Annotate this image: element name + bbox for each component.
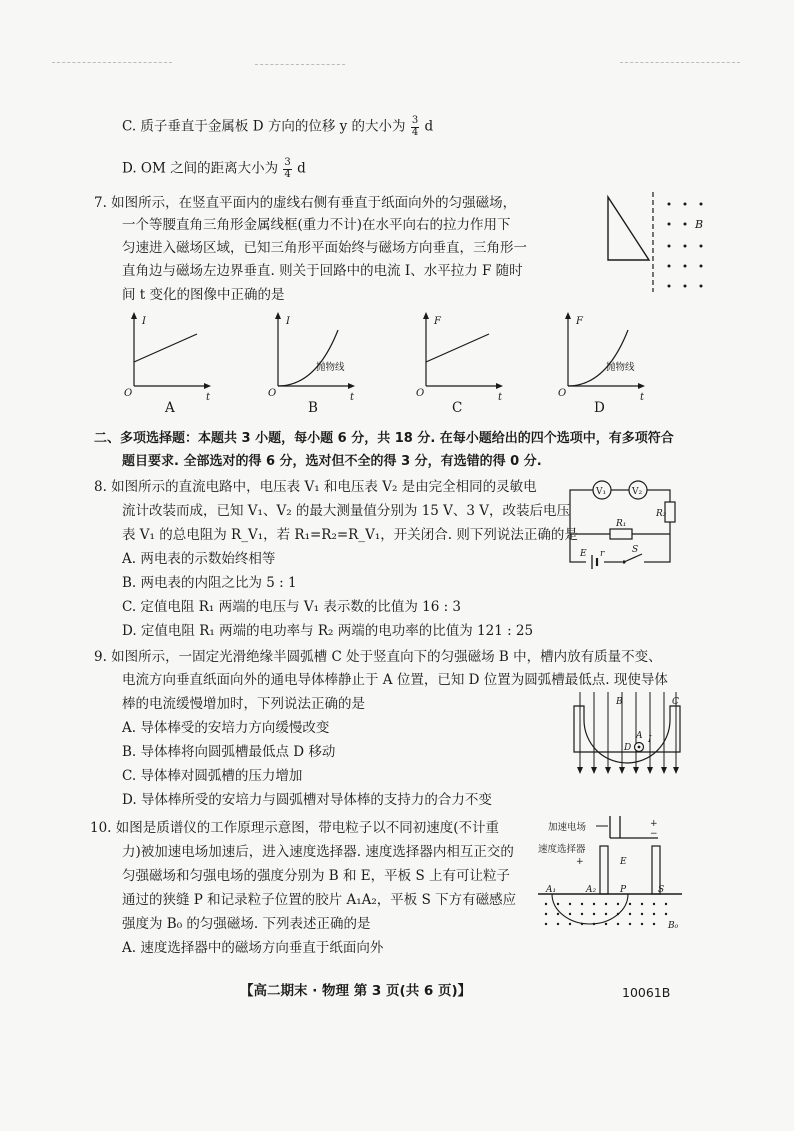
- x-axis-label: t: [350, 392, 355, 403]
- current-i-label: I: [648, 735, 652, 745]
- resistor-r2-label: R₂: [656, 509, 667, 519]
- plus-sign: +: [576, 857, 584, 867]
- resistor-r1: [610, 529, 632, 539]
- graph-curve: [568, 330, 628, 386]
- current-out-dot: [638, 746, 641, 749]
- voltmeter-v2-label: V₂: [632, 487, 643, 497]
- y-axis-arrow: [565, 312, 571, 319]
- graph-curve: [426, 334, 489, 362]
- graph-curve: [134, 334, 197, 362]
- groove-c-label: C: [672, 697, 679, 707]
- q10-line: 强度为 B₀ 的匀强磁场. 下列表述正确的是: [122, 916, 371, 932]
- q8-option: A. 两电表的示数始终相等: [122, 551, 276, 567]
- q10-mass-spectrometer-figure: [536, 814, 686, 934]
- q10-line: 匀强磁场和匀强电场的强度分别为 B 和 E，平板 S 上有可让粒子: [122, 868, 510, 884]
- y-axis-label: F: [576, 316, 583, 327]
- fraction: [411, 116, 419, 138]
- q8-option: D. 定值电阻 R₁ 两端的电功率与 R₂ 两端的电功率的比值为 121 : 25: [122, 623, 534, 639]
- q8-option: B. 两电表的内阻之比为 5 : 1: [122, 575, 297, 591]
- field-label: B: [695, 218, 704, 231]
- q7-line: 匀速进入磁场区域，已知三角形平面始终与磁场方向垂直，三角形一: [122, 240, 527, 256]
- curve-annotation: 抛物线: [606, 362, 635, 373]
- section-heading: 题目要求. 全部选对的得 6 分，选对但不全的得 3 分，有选错的得 0 分.: [122, 454, 542, 469]
- fraction-denominator: 4: [411, 126, 419, 138]
- q6-option-c-text: C. 质子垂直于金属板 D 方向的位移 y 的大小为: [122, 118, 406, 135]
- selector-plate-left: [600, 846, 608, 894]
- section-heading: 二、多项选择题：本题共 3 小题，每小题 6 分，共 18 分. 在每小题给出的四个选项中，有多项符合: [94, 431, 674, 446]
- y-axis-arrow: [275, 312, 281, 319]
- q10-line: 通过的狭缝 P 和记录粒子位置的胶片 A₁A₂，平板 S 下方有磁感应: [122, 892, 517, 908]
- fraction-numerator: 3: [284, 157, 291, 168]
- q9-option: D. 导体棒所受的安培力与圆弧槽对导体棒的支持力的合力不变: [122, 792, 492, 808]
- y-axis-label: I: [142, 316, 146, 327]
- triangle-frame: [608, 197, 649, 260]
- minus-sign: −: [650, 829, 658, 839]
- q7-line: 7. 如图所示，在竖直平面内的虚线右侧有垂直于纸面向外的匀强磁场，: [94, 195, 517, 211]
- point-d-label: D: [624, 743, 632, 753]
- x-axis-arrow: [204, 383, 211, 389]
- a1-label: A₁: [546, 885, 557, 895]
- q9-option: A. 导体棒受的安培力方向缓慢改变: [122, 720, 330, 736]
- graph-option-label: C: [452, 400, 463, 416]
- battery-e-label: E: [580, 549, 587, 559]
- q7-line: 一个等腰直角三角形金属线框(重力不计)在水平向右的拉力作用下: [122, 217, 511, 233]
- x-axis-label: t: [206, 392, 211, 403]
- graph-b: [266, 312, 366, 403]
- field-e-label: E: [620, 857, 627, 867]
- q9-groove-figure: [572, 690, 684, 778]
- fraction: [283, 158, 291, 180]
- q6-option-d-suffix: d: [297, 160, 306, 177]
- plus-sign: +: [650, 819, 658, 829]
- graph-option-label: B: [308, 400, 318, 416]
- field-lines: [580, 692, 676, 768]
- origin-label: O: [124, 388, 133, 399]
- q9-line: 9. 如图所示，一固定光滑绝缘半圆弧槽 C 处于竖直向下的匀强磁场 B 中，槽内放有质量不变、: [94, 649, 662, 665]
- origin-label: O: [416, 388, 425, 399]
- q6-option-d-text: D. OM 之间的距离大小为: [122, 160, 279, 177]
- scan-mark: [620, 62, 740, 63]
- graph-d: [556, 312, 656, 403]
- scan-mark: [255, 64, 345, 65]
- y-axis-arrow: [423, 312, 429, 319]
- q6-option-d: [122, 158, 306, 180]
- field-b0-label: B₀: [668, 921, 679, 931]
- q7-line: 直角边与磁场左边界垂直. 则关于回路中的电流 I、水平拉力 F 随时: [122, 263, 523, 279]
- graph-option-label: A: [165, 400, 175, 416]
- q8-line: 表 V₁ 的总电阻为 R_V₁，若 R₁=R₂=R_V₁，开关闭合. 则下列说法正确的是: [122, 527, 578, 543]
- q10-line: 10. 如图是质谱仪的工作原理示意图，带电粒子以不同初速度(不计重: [90, 820, 500, 836]
- q10-line: 力)被加速电场加速后，进入速度选择器. 速度选择器内相互正交的: [122, 844, 514, 860]
- particle-path: [552, 894, 628, 924]
- y-axis-label: F: [434, 316, 441, 327]
- switch-pivot: [622, 560, 625, 563]
- x-axis-label: t: [640, 392, 645, 403]
- point-a-label: A: [636, 731, 643, 741]
- graph-a: [122, 312, 212, 403]
- y-axis-arrow: [131, 312, 137, 319]
- graph-curve: [278, 330, 338, 386]
- q6-option-c-suffix: d: [424, 118, 434, 135]
- q6-option-c: [122, 116, 433, 138]
- q9-line: 电流方向垂直纸面向外的通电导体棒静止于 A 位置，已知 D 位置为圆弧槽最低点. 现使导体: [122, 672, 668, 688]
- field-b-label: B: [616, 697, 623, 707]
- plate-s-label: S: [658, 885, 665, 895]
- q8-option: C. 定值电阻 R₁ 两端的电压与 V₁ 表示数的比值为 16 : 3: [122, 599, 462, 615]
- fraction-numerator: 3: [411, 115, 419, 126]
- field-dots: [668, 203, 703, 288]
- origin-label: O: [558, 388, 567, 399]
- y-axis-label: I: [286, 316, 290, 327]
- a2-label: A₂: [586, 885, 597, 895]
- field-arrows: [577, 767, 679, 774]
- q7-field-figure: [603, 192, 713, 302]
- q9-line: 棒的电流缓慢增加时，下列说法正确的是: [122, 696, 365, 712]
- q9-option: B. 导体棒将向圆弧槽最低点 D 移动: [122, 744, 336, 760]
- q10-option: A. 速度选择器中的磁场方向垂直于纸面向外: [122, 940, 384, 956]
- scan-mark: [52, 62, 172, 63]
- origin-label: O: [268, 388, 277, 399]
- switch-label: S: [632, 545, 639, 555]
- footer-page-info: 【高二期末 · 物理 第 3 页(共 6 页)】: [240, 983, 472, 999]
- q8-line: 8. 如图所示的直流电路中，电压表 V₁ 和电压表 V₂ 是由完全相同的灵敏电: [94, 479, 537, 495]
- accel-field-label: 加速电场: [548, 822, 587, 833]
- graph-c: [414, 312, 504, 403]
- q8-circuit-figure: [566, 476, 676, 572]
- x-axis-arrow: [496, 383, 503, 389]
- selector-label: 速度选择器: [538, 844, 586, 855]
- curve-annotation: 抛物线: [316, 362, 345, 373]
- fraction-denominator: 4: [284, 168, 291, 180]
- slit-p-label: P: [620, 885, 627, 895]
- resistor-r1-label: R₁: [616, 519, 627, 529]
- footer-code: 10061B: [622, 985, 671, 1000]
- q8-line: 流计改装而成，已知 V₁、V₂ 的最大测量值分别为 15 V、3 V，改装后电压: [122, 503, 571, 519]
- graph-option-label: D: [594, 400, 605, 416]
- q7-line: 间 t 变化的图像中正确的是: [122, 287, 285, 303]
- q9-option: C. 导体棒对圆弧槽的压力增加: [122, 768, 303, 784]
- resistor-r2: [665, 502, 675, 522]
- battery-r-label: r: [600, 549, 605, 559]
- x-axis-arrow: [348, 383, 355, 389]
- x-axis-arrow: [638, 383, 645, 389]
- x-axis-label: t: [498, 392, 503, 403]
- voltmeter-v1-label: V₁: [596, 487, 607, 497]
